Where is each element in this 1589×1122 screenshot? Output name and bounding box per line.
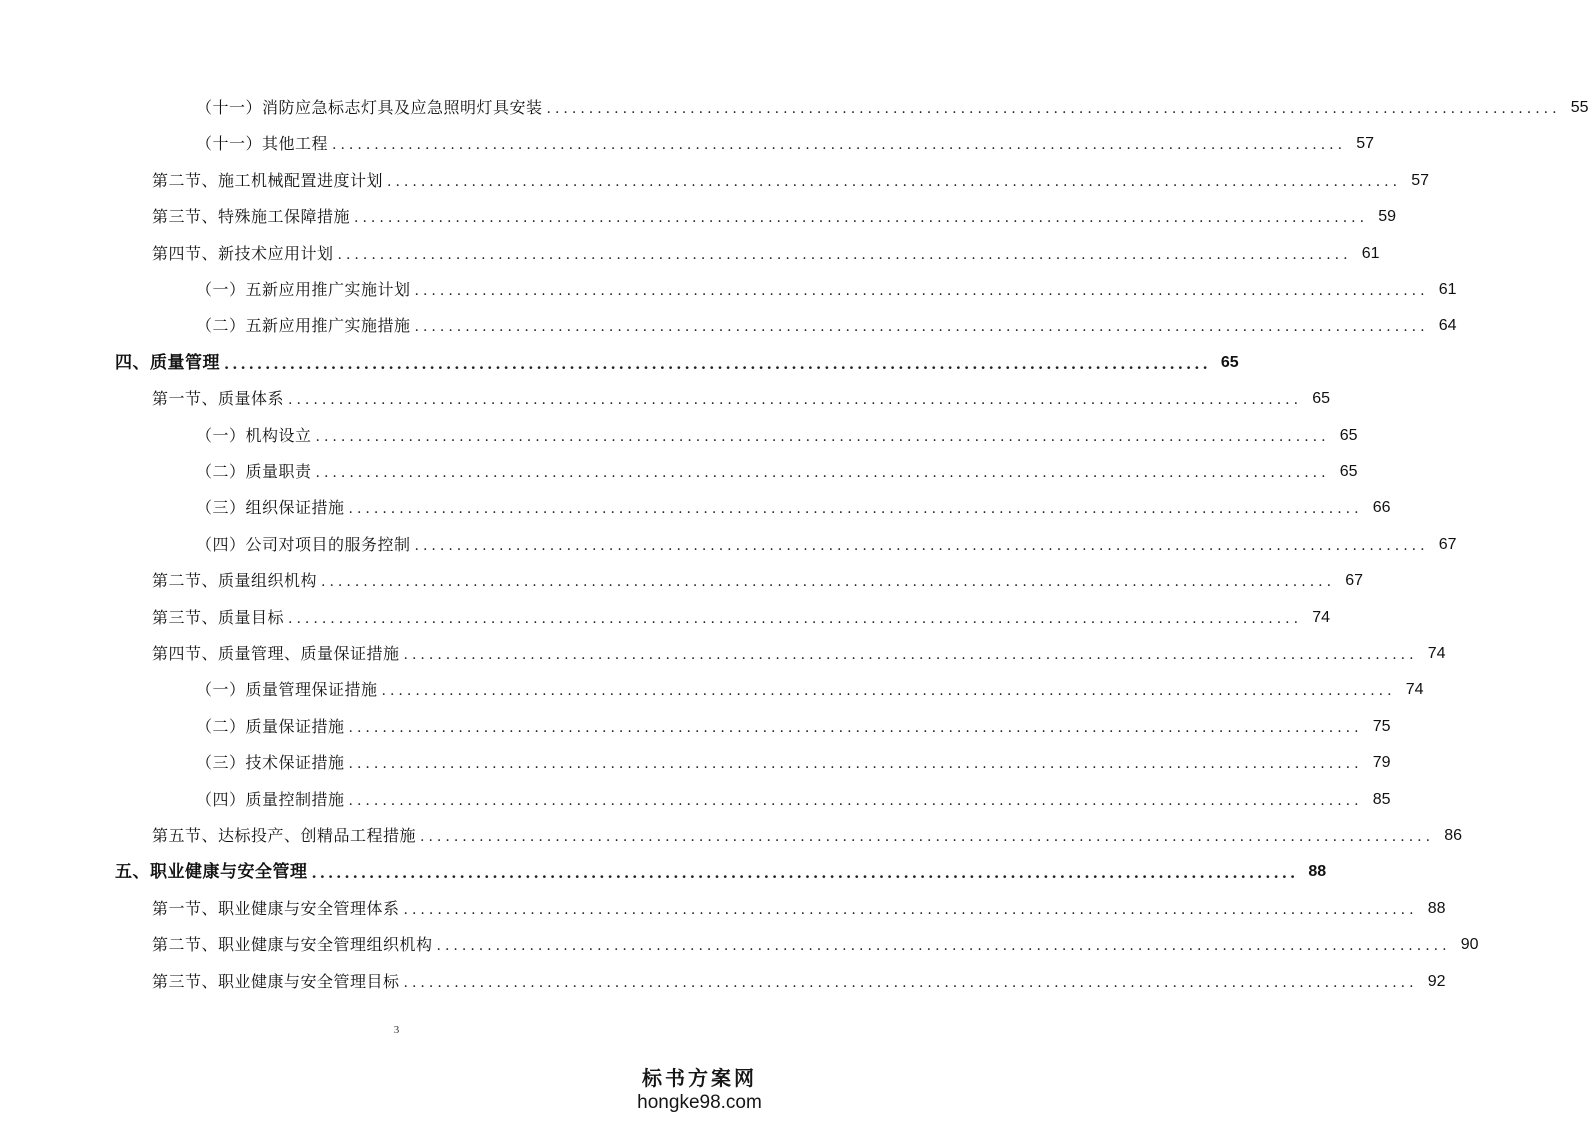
toc-entry bbox=[196, 674, 1424, 700]
toc-entry-page: 65 bbox=[1339, 427, 1358, 444]
toc-entry-title: 第三节、特殊施工保障措施 bbox=[152, 207, 351, 226]
watermark-logo bbox=[612, 1068, 787, 1112]
toc-entry-title: 第三节、质量目标 bbox=[152, 608, 285, 627]
toc-entry bbox=[152, 565, 1364, 591]
toc-entry bbox=[196, 711, 1391, 737]
toc-entry-title: （四）公司对项目的服务控制 bbox=[196, 535, 411, 554]
toc-entry bbox=[196, 310, 1457, 336]
toc-entry-page: 74 bbox=[1427, 645, 1446, 662]
toc-entry-title: （一）机构设立 bbox=[196, 426, 312, 445]
toc-entry-title: 第二节、质量组织机构 bbox=[152, 571, 318, 590]
toc-entry bbox=[196, 456, 1358, 482]
toc-dot-leader: ........................................................................................................................ bbox=[288, 392, 1303, 408]
toc-entry bbox=[152, 966, 1446, 992]
toc-entry-page: 57 bbox=[1356, 135, 1375, 152]
toc-dot-leader: ........................................................................................................................ bbox=[436, 938, 1451, 954]
toc-entry-title: （三）技术保证措施 bbox=[196, 753, 345, 772]
toc-dot-leader: ........................................................................................................................ bbox=[321, 574, 1336, 590]
toc-entry-page: 86 bbox=[1444, 827, 1463, 844]
toc-dot-leader: ........................................................................................................................ bbox=[414, 319, 1429, 335]
toc-dot-leader: ........................................................................................................................ bbox=[332, 137, 1347, 153]
toc-entry bbox=[152, 820, 1463, 846]
toc-entry-page: 75 bbox=[1372, 718, 1391, 735]
toc-entry-title: （三）组织保证措施 bbox=[196, 498, 345, 517]
toc-dot-leader: ........................................................................................................................ bbox=[414, 283, 1429, 299]
toc-entry bbox=[196, 92, 1589, 118]
toc-entry-title: 第三节、职业健康与安全管理目标 bbox=[152, 972, 400, 991]
toc-entry-title: 五、职业健康与安全管理 bbox=[115, 862, 308, 882]
watermark-site-url: hongke98.com bbox=[637, 1092, 762, 1113]
toc-entry-title: （二）质量保证措施 bbox=[196, 717, 345, 736]
toc-dot-leader: ........................................................................................................................ bbox=[387, 174, 1402, 190]
toc-entry bbox=[196, 492, 1391, 518]
toc-entry-title: （二）质量职责 bbox=[196, 462, 312, 481]
page-number: 3 bbox=[393, 1024, 400, 1036]
toc-entry bbox=[196, 128, 1375, 154]
toc-entry-page: 59 bbox=[1378, 208, 1397, 225]
toc-dot-leader: ........................................................................................................................ bbox=[315, 429, 1330, 445]
toc-entry-title: （十一）消防应急标志灯具及应急照明灯具安装 bbox=[196, 98, 543, 117]
toc-entry-page: 65 bbox=[1220, 354, 1239, 371]
toc-entry-title: 第二节、职业健康与安全管理组织机构 bbox=[152, 935, 433, 954]
toc-entry bbox=[115, 856, 1327, 882]
toc-entry-page: 92 bbox=[1427, 973, 1446, 990]
toc-entry bbox=[196, 420, 1358, 446]
toc-dot-leader: ........................................................................................................................ bbox=[348, 720, 1363, 736]
toc-entry-title: 第二节、施工机械配置进度计划 bbox=[152, 171, 384, 190]
toc-entry-page: 88 bbox=[1427, 900, 1446, 917]
toc-entry-page: 55 bbox=[1570, 99, 1589, 116]
toc-entry-title: 第五节、达标投产、创精品工程措施 bbox=[152, 826, 417, 845]
toc-entry-page: 64 bbox=[1438, 317, 1457, 334]
toc-entry-page: 57 bbox=[1411, 172, 1430, 189]
toc-dot-leader: ........................................................................................................................ bbox=[348, 793, 1363, 809]
toc-dot-leader: ........................................................................................................................ bbox=[315, 465, 1330, 481]
toc-entry-page: 67 bbox=[1438, 536, 1457, 553]
toc-dot-leader: ........................................................................................................................ bbox=[348, 501, 1363, 517]
toc-dot-leader: ........................................................................................................................ bbox=[546, 101, 1561, 117]
toc-entry bbox=[152, 383, 1331, 409]
toc-entry-page: 61 bbox=[1361, 245, 1380, 262]
toc-dot-leader: ........................................................................................................................ bbox=[414, 538, 1429, 554]
toc-entry bbox=[196, 274, 1457, 300]
toc-entry bbox=[196, 784, 1391, 810]
toc-entry-title: （十一）其他工程 bbox=[196, 134, 329, 153]
toc-entry-title: （一）质量管理保证措施 bbox=[196, 680, 378, 699]
toc-entry-title: （二）五新应用推广实施措施 bbox=[196, 316, 411, 335]
toc-entry-page: 90 bbox=[1460, 936, 1479, 953]
watermark-site-name: 标书方案网 bbox=[642, 1066, 757, 1090]
toc-entry-title: （一）五新应用推广实施计划 bbox=[196, 280, 411, 299]
toc-dot-leader: ........................................................................................................................ bbox=[403, 647, 1418, 663]
toc-entry bbox=[152, 929, 1479, 955]
toc-entry bbox=[196, 529, 1457, 555]
toc-dot-leader: ........................................................................................................................ bbox=[381, 683, 1396, 699]
toc-dot-leader: ........................................................................................................................ bbox=[403, 902, 1418, 918]
toc-entry-page: 66 bbox=[1372, 499, 1391, 516]
toc-dot-leader: ........................................................................................................................ bbox=[311, 864, 1299, 882]
toc-entry-title: 第四节、新技术应用计划 bbox=[152, 244, 334, 263]
toc-entry bbox=[152, 893, 1446, 919]
toc-dot-leader: ........................................................................................................................ bbox=[403, 975, 1418, 991]
toc-entry bbox=[152, 602, 1331, 628]
toc-entry bbox=[152, 638, 1446, 664]
toc-dot-leader: ........................................................................................................................ bbox=[348, 756, 1363, 772]
toc-entry bbox=[152, 238, 1380, 264]
toc-entry-page: 65 bbox=[1312, 390, 1331, 407]
toc-entry-page: 74 bbox=[1312, 609, 1331, 626]
toc-entry-page: 88 bbox=[1308, 863, 1327, 880]
toc-entry-title: 第一节、质量体系 bbox=[152, 389, 285, 408]
toc-entry bbox=[152, 201, 1397, 227]
toc-entry-title: 四、质量管理 bbox=[115, 353, 220, 373]
toc-dot-leader: ........................................................................................................................ bbox=[420, 829, 1435, 845]
toc-entry bbox=[152, 165, 1430, 191]
toc-entry-page: 65 bbox=[1339, 463, 1358, 480]
toc-entry bbox=[115, 347, 1239, 373]
toc-entry-page: 79 bbox=[1372, 754, 1391, 771]
toc-entry-page: 85 bbox=[1372, 791, 1391, 808]
toc-entry-title: 第一节、职业健康与安全管理体系 bbox=[152, 899, 400, 918]
toc-entry-page: 74 bbox=[1405, 681, 1424, 698]
toc-entry-page: 67 bbox=[1345, 572, 1364, 589]
toc-entry-page: 61 bbox=[1438, 281, 1457, 298]
toc-entry-title: （四）质量控制措施 bbox=[196, 790, 345, 809]
toc-dot-leader: ........................................................................................................................ bbox=[288, 611, 1303, 627]
toc-dot-leader: ........................................................................................................................ bbox=[354, 210, 1369, 226]
toc-entry-title: 第四节、质量管理、质量保证措施 bbox=[152, 644, 400, 663]
toc-dot-leader: ........................................................................................................................ bbox=[224, 355, 1211, 373]
toc-dot-leader: ........................................................................................................................ bbox=[337, 247, 1352, 263]
toc-entry bbox=[196, 747, 1391, 773]
